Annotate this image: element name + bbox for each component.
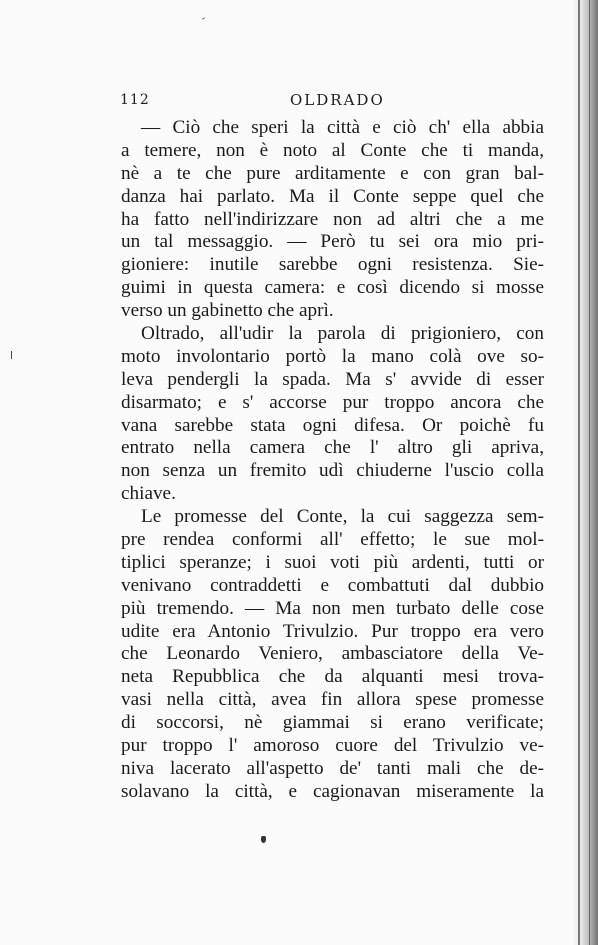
text-line: tiplici speranze; i suoi voti più ardenti, tutti or	[121, 551, 544, 573]
page-header	[118, 91, 544, 115]
text-line: non senza un fremito udì chiuderne l'uscio colla	[121, 460, 544, 482]
text-line: vana sarebbe stata ogni difesa. Or poichè fu	[121, 414, 544, 436]
text-line: danza hai parlato. Ma il Conte seppe quel che	[121, 185, 544, 207]
text-line: nè a te che pure arditamente e con gran bal-	[121, 162, 544, 184]
text-line: che Leonardo Veniero, ambasciatore della Ve-	[121, 643, 544, 665]
text-line: vasi nella città, avea fin allora spese promesse	[121, 689, 544, 711]
text-line: più tremendo. — Ma non men turbato delle cose	[121, 597, 544, 619]
text-line: moto involontario portò la mano colà ove so-	[121, 345, 544, 367]
text-line: entrato nella camera che l' altro gli apriva,	[121, 437, 544, 459]
body-text	[121, 117, 544, 804]
text-line: neta Repubblica che da alquanti mesi trova-	[121, 666, 544, 688]
page-speck	[202, 17, 205, 19]
page-edge	[589, 0, 590, 945]
text-line: gioniere: inutile sarebbe ogni resistenza. Sie-	[121, 254, 544, 276]
paragraph	[121, 506, 544, 804]
text-line: di soccorsi, nè giammai si erano verificate;	[121, 712, 544, 734]
text-line: disarmato; e s' accorse pur troppo ancora che	[121, 391, 544, 413]
text-line: un tal messaggio. — Però tu sei ora mio pri-	[121, 231, 544, 253]
page-edge	[578, 0, 580, 945]
ink-blot	[261, 836, 266, 843]
text-line: Oltrado, all'udir la parola di prigioniero, con	[141, 323, 544, 345]
page-number: 112	[120, 92, 150, 108]
text-line: a temere, non è noto al Conte che ti manda,	[121, 139, 544, 161]
text-line: ha fatto nell'indirizzare non ad altri che a me	[121, 208, 544, 230]
paragraph	[121, 323, 544, 506]
running-title: OLDRADO	[290, 91, 385, 109]
text-line: pur troppo l' amoroso cuore del Trivulzio ve-	[121, 735, 544, 757]
page-edge-shadow	[572, 0, 598, 945]
text-line: — Ciò che speri la città e ciò ch' ella abbia	[141, 117, 544, 138]
text-line: venivano contraddetti e combattuti dal dubbio	[121, 574, 544, 596]
text-line: solavano la città, e cagionavan miseramente la	[121, 780, 544, 802]
text-line: verso un gabinetto che aprì.	[121, 300, 334, 322]
margin-mark	[11, 351, 12, 359]
text-line: Le promesse del Conte, la cui saggezza sem-	[141, 506, 544, 528]
paragraph	[121, 117, 544, 323]
text-line: chiave.	[121, 483, 176, 505]
text-line: guimi in questa camera: e così dicendo si mosse	[121, 277, 544, 299]
text-line: leva pendergli la spada. Ma s' avvide di esser	[121, 368, 544, 390]
text-line: niva lacerato all'aspetto de' tanti mali che de-	[121, 757, 544, 779]
text-line: pre rendea conformi all' effetto; le sue mol-	[121, 529, 544, 551]
text-line: udite era Antonio Trivulzio. Pur troppo era vero	[121, 620, 544, 642]
